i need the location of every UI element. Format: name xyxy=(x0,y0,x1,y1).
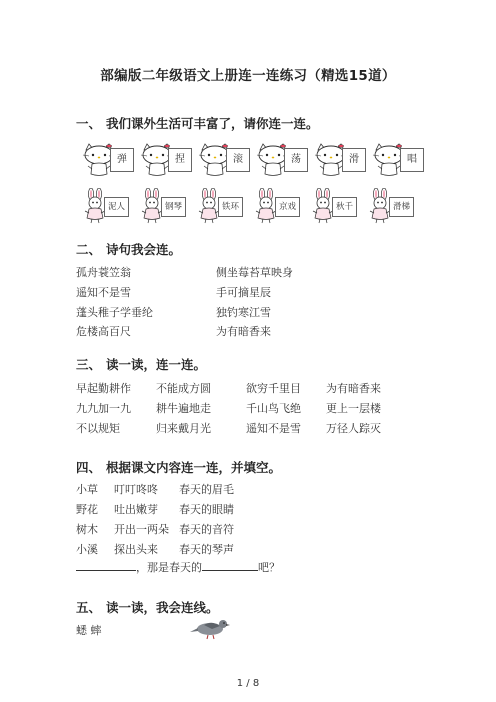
answer-blank-2[interactable] xyxy=(202,560,258,571)
match-col-3: 春天的眼睛 xyxy=(179,503,234,516)
poem-line-left: 遥知不是雪 xyxy=(76,286,131,299)
phrase-col-1: 早起勤耕作 xyxy=(76,382,131,395)
page-number: 1 / 8 xyxy=(236,678,260,689)
fill-in-line xyxy=(76,559,280,575)
match-col-2: 吐出嫩芽 xyxy=(114,503,158,516)
word-box-bottom[interactable]: 泥人 xyxy=(104,197,129,217)
word-box-top[interactable]: 弹 xyxy=(110,148,134,172)
answer-blank-1[interactable] xyxy=(76,560,136,571)
section-heading-text: 读一读，连一连。 xyxy=(106,357,207,372)
phrase-col-2: 不能成方圆 xyxy=(156,382,211,395)
word-box-top[interactable]: 荡 xyxy=(284,148,308,172)
section-number: 二、 xyxy=(76,242,102,257)
phrase-col-3: 欲穷千里目 xyxy=(246,382,301,395)
phrase-col-1: 不以规矩 xyxy=(76,422,120,435)
phrase-col-2: 耕牛遍地走 xyxy=(156,402,211,415)
poem-line-left: 孤舟蓑笠翁 xyxy=(76,266,131,279)
match-col-2: 探出头来 xyxy=(114,543,158,556)
phrase-col-1: 九九加一九 xyxy=(76,402,131,415)
word-box-bottom[interactable]: 钢琴 xyxy=(161,197,186,217)
fill-text-end: 吧？ xyxy=(258,561,280,574)
phrase-col-2: 归来戴月光 xyxy=(156,422,211,435)
match-col-1: 小草 xyxy=(76,483,98,496)
word-box-top[interactable]: 滑 xyxy=(342,148,366,172)
section-heading-text: 诗句我会连。 xyxy=(106,242,182,257)
phrase-col-3: 遥知不是雪 xyxy=(246,422,301,435)
section-number: 一、 xyxy=(76,116,102,131)
match-col-1: 小溪 xyxy=(76,543,98,556)
match-col-3: 春天的音符 xyxy=(179,523,234,536)
phrase-col-3: 千山鸟飞绝 xyxy=(246,402,301,415)
match-col-2: 叮叮咚咚 xyxy=(114,483,158,496)
word-box-top[interactable]: 捏 xyxy=(168,148,192,172)
section-number: 三、 xyxy=(76,357,102,372)
phrase-col-4: 万径人踪灭 xyxy=(326,422,381,435)
section-number: 四、 xyxy=(76,460,102,475)
poem-line-right: 为有暗香来 xyxy=(216,325,271,338)
match-col-3: 春天的眉毛 xyxy=(179,483,234,496)
match-col-1: 树木 xyxy=(76,523,98,536)
section-number: 五、 xyxy=(76,600,102,615)
page-title: 部编版二年级语文上册连一连练习（精选15道） xyxy=(100,68,396,84)
section-1-heading xyxy=(76,114,319,132)
word-box-bottom[interactable]: 京戏 xyxy=(275,197,300,217)
match-col-3: 春天的琴声 xyxy=(179,543,234,556)
poem-line-right: 独钓寒江雪 xyxy=(216,306,271,319)
pigeon-icon xyxy=(188,614,232,640)
poem-line-left: 蓬头稚子学垂纶 xyxy=(76,306,153,319)
insect-name: 蟋 蟀 xyxy=(76,624,102,637)
section-heading-text: 读一读，我会连线。 xyxy=(106,600,219,615)
phrase-col-4: 更上一层楼 xyxy=(326,402,381,415)
word-box-bottom[interactable]: 滑梯 xyxy=(389,197,414,217)
word-box-bottom[interactable]: 铁环 xyxy=(218,197,243,217)
section-4-heading xyxy=(76,458,281,476)
poem-line-right: 侧坐莓苔草映身 xyxy=(216,266,293,279)
word-box-top[interactable]: 滚 xyxy=(226,148,250,172)
word-box-top[interactable]: 唱 xyxy=(400,148,424,172)
section-3-heading xyxy=(76,355,206,373)
section-heading-text: 根据课文内容连一连，并填空。 xyxy=(106,460,282,475)
fill-text-middle: ，那是春天的 xyxy=(136,561,202,574)
section-heading-text: 我们课外生活可丰富了，请你连一连。 xyxy=(106,116,319,131)
section-2-heading xyxy=(76,240,181,258)
poem-line-left: 危楼高百尺 xyxy=(76,325,131,338)
phrase-col-4: 为有暗香来 xyxy=(326,382,381,395)
match-col-1: 野花 xyxy=(76,503,98,516)
poem-line-right: 手可摘星辰 xyxy=(216,286,271,299)
match-col-2: 开出一两朵 xyxy=(114,523,169,536)
word-box-bottom[interactable]: 秋千 xyxy=(332,197,357,217)
